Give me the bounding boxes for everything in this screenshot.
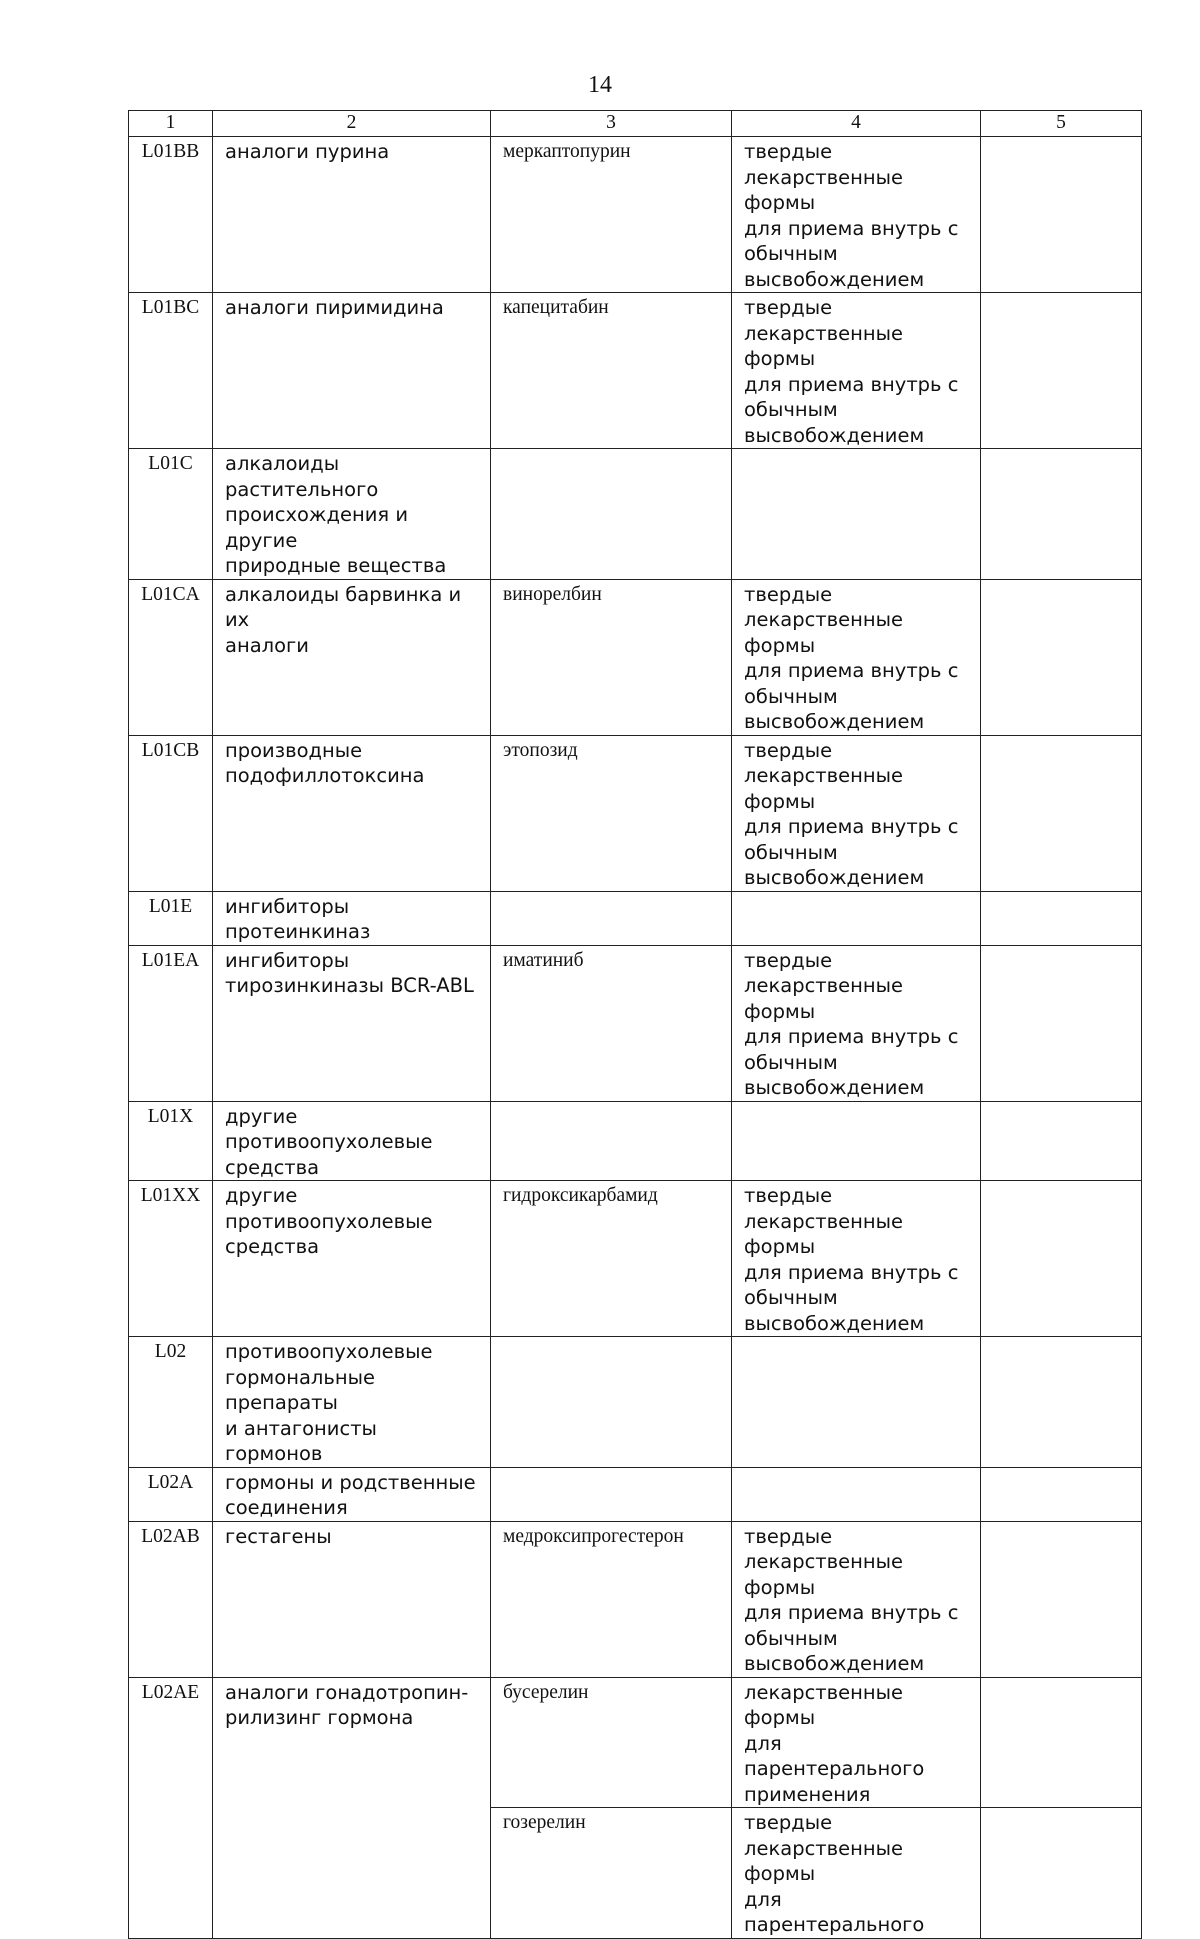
note-cell [981,945,1142,1101]
dosage-form-cell: твердые лекарственные формы для приема внутрь с обычным высвобождением [732,735,981,891]
atc-code-cell: L02A [129,1467,213,1521]
table-row [129,1181,1142,1337]
column-header: 4 [732,111,981,137]
note-cell [981,1181,1142,1337]
header-row [129,111,1142,137]
atc-group-cell: аналоги пиримидина [213,293,491,449]
medicines-table [128,110,1142,1939]
column-header: 1 [129,111,213,137]
drug-name-cell: винорелбин [491,579,732,735]
table-row [129,891,1142,945]
atc-group-cell: алкалоиды барвинка и их аналоги [213,579,491,735]
atc-code-cell: L01X [129,1101,213,1181]
dosage-form-cell: твердые лекарственные формы для парентерального [732,1808,981,1939]
table-row [129,1467,1142,1521]
note-cell [981,137,1142,293]
atc-group-cell: другие противоопухолевые средства [213,1181,491,1337]
drug-name-cell [491,449,732,580]
atc-code-cell: L02AE [129,1677,213,1938]
note-cell [981,1101,1142,1181]
table-row [129,137,1142,293]
note-cell [981,579,1142,735]
table-row [129,735,1142,891]
drug-name-cell [491,1337,732,1468]
drug-name-cell [491,1101,732,1181]
dosage-form-cell: твердые лекарственные формы для приема внутрь с обычным высвобождением [732,293,981,449]
drug-name-cell: капецитабин [491,293,732,449]
atc-group-cell: гестагены [213,1521,491,1677]
dosage-form-cell: твердые лекарственные формы для приема внутрь с обычным высвобождением [732,579,981,735]
drug-name-cell [491,1467,732,1521]
atc-code-cell: L01BB [129,137,213,293]
dosage-form-cell [732,449,981,580]
table-row [129,1337,1142,1468]
dosage-form-cell [732,1101,981,1181]
dosage-form-cell: лекарственные формы для парентерального применения [732,1677,981,1808]
drug-name-cell: иматиниб [491,945,732,1101]
table-row [129,1101,1142,1181]
atc-code-cell: L01BC [129,293,213,449]
atc-code-cell: L02AB [129,1521,213,1677]
note-cell [981,449,1142,580]
atc-group-cell: ингибиторы тирозинкиназы BCR-ABL [213,945,491,1101]
atc-group-cell: противоопухолевые гормональные препараты и антагонисты гормонов [213,1337,491,1468]
table-row [129,945,1142,1101]
column-header: 2 [213,111,491,137]
table-row [129,1677,1142,1808]
atc-group-cell: аналоги гонадотропин- рилизинг гормона [213,1677,491,1938]
note-cell [981,1677,1142,1808]
atc-group-cell: аналоги пурина [213,137,491,293]
note-cell [981,891,1142,945]
note-cell [981,1467,1142,1521]
page-number: 14 [588,72,612,98]
atc-group-cell: другие противоопухолевые средства [213,1101,491,1181]
atc-code-cell: L01XX [129,1181,213,1337]
table-row [129,449,1142,580]
atc-code-cell: L01EA [129,945,213,1101]
note-cell [981,293,1142,449]
table-row [129,579,1142,735]
dosage-form-cell: твердые лекарственные формы для приема внутрь с обычным высвобождением [732,1521,981,1677]
atc-code-cell: L02 [129,1337,213,1468]
atc-group-cell: ингибиторы протеинкиназ [213,891,491,945]
atc-code-cell: L01CA [129,579,213,735]
atc-code-cell: L01E [129,891,213,945]
dosage-form-cell [732,1337,981,1468]
drug-name-cell: этопозид [491,735,732,891]
atc-group-cell: алкалоиды растительного происхождения и другие природные вещества [213,449,491,580]
column-header: 3 [491,111,732,137]
drug-name-cell: гозерелин [491,1808,732,1939]
dosage-form-cell: твердые лекарственные формы для приема внутрь с обычным высвобождением [732,945,981,1101]
drug-name-cell: медроксипрогестерон [491,1521,732,1677]
note-cell [981,1337,1142,1468]
dosage-form-cell [732,891,981,945]
note-cell [981,735,1142,891]
dosage-form-cell: твердые лекарственные формы для приема внутрь с обычным высвобождением [732,1181,981,1337]
dosage-form-cell [732,1467,981,1521]
drug-name-cell: бусерелин [491,1677,732,1808]
note-cell [981,1521,1142,1677]
drug-name-cell: меркаптопурин [491,137,732,293]
column-header: 5 [981,111,1142,137]
atc-group-cell: гормоны и родственные соединения [213,1467,491,1521]
atc-code-cell: L01C [129,449,213,580]
dosage-form-cell: твердые лекарственные формы для приема внутрь с обычным высвобождением [732,137,981,293]
atc-group-cell: производные подофиллотоксина [213,735,491,891]
table-row [129,293,1142,449]
table-row [129,1521,1142,1677]
drug-name-cell [491,891,732,945]
atc-code-cell: L01CB [129,735,213,891]
note-cell [981,1808,1142,1939]
drug-name-cell: гидроксикарбамид [491,1181,732,1337]
